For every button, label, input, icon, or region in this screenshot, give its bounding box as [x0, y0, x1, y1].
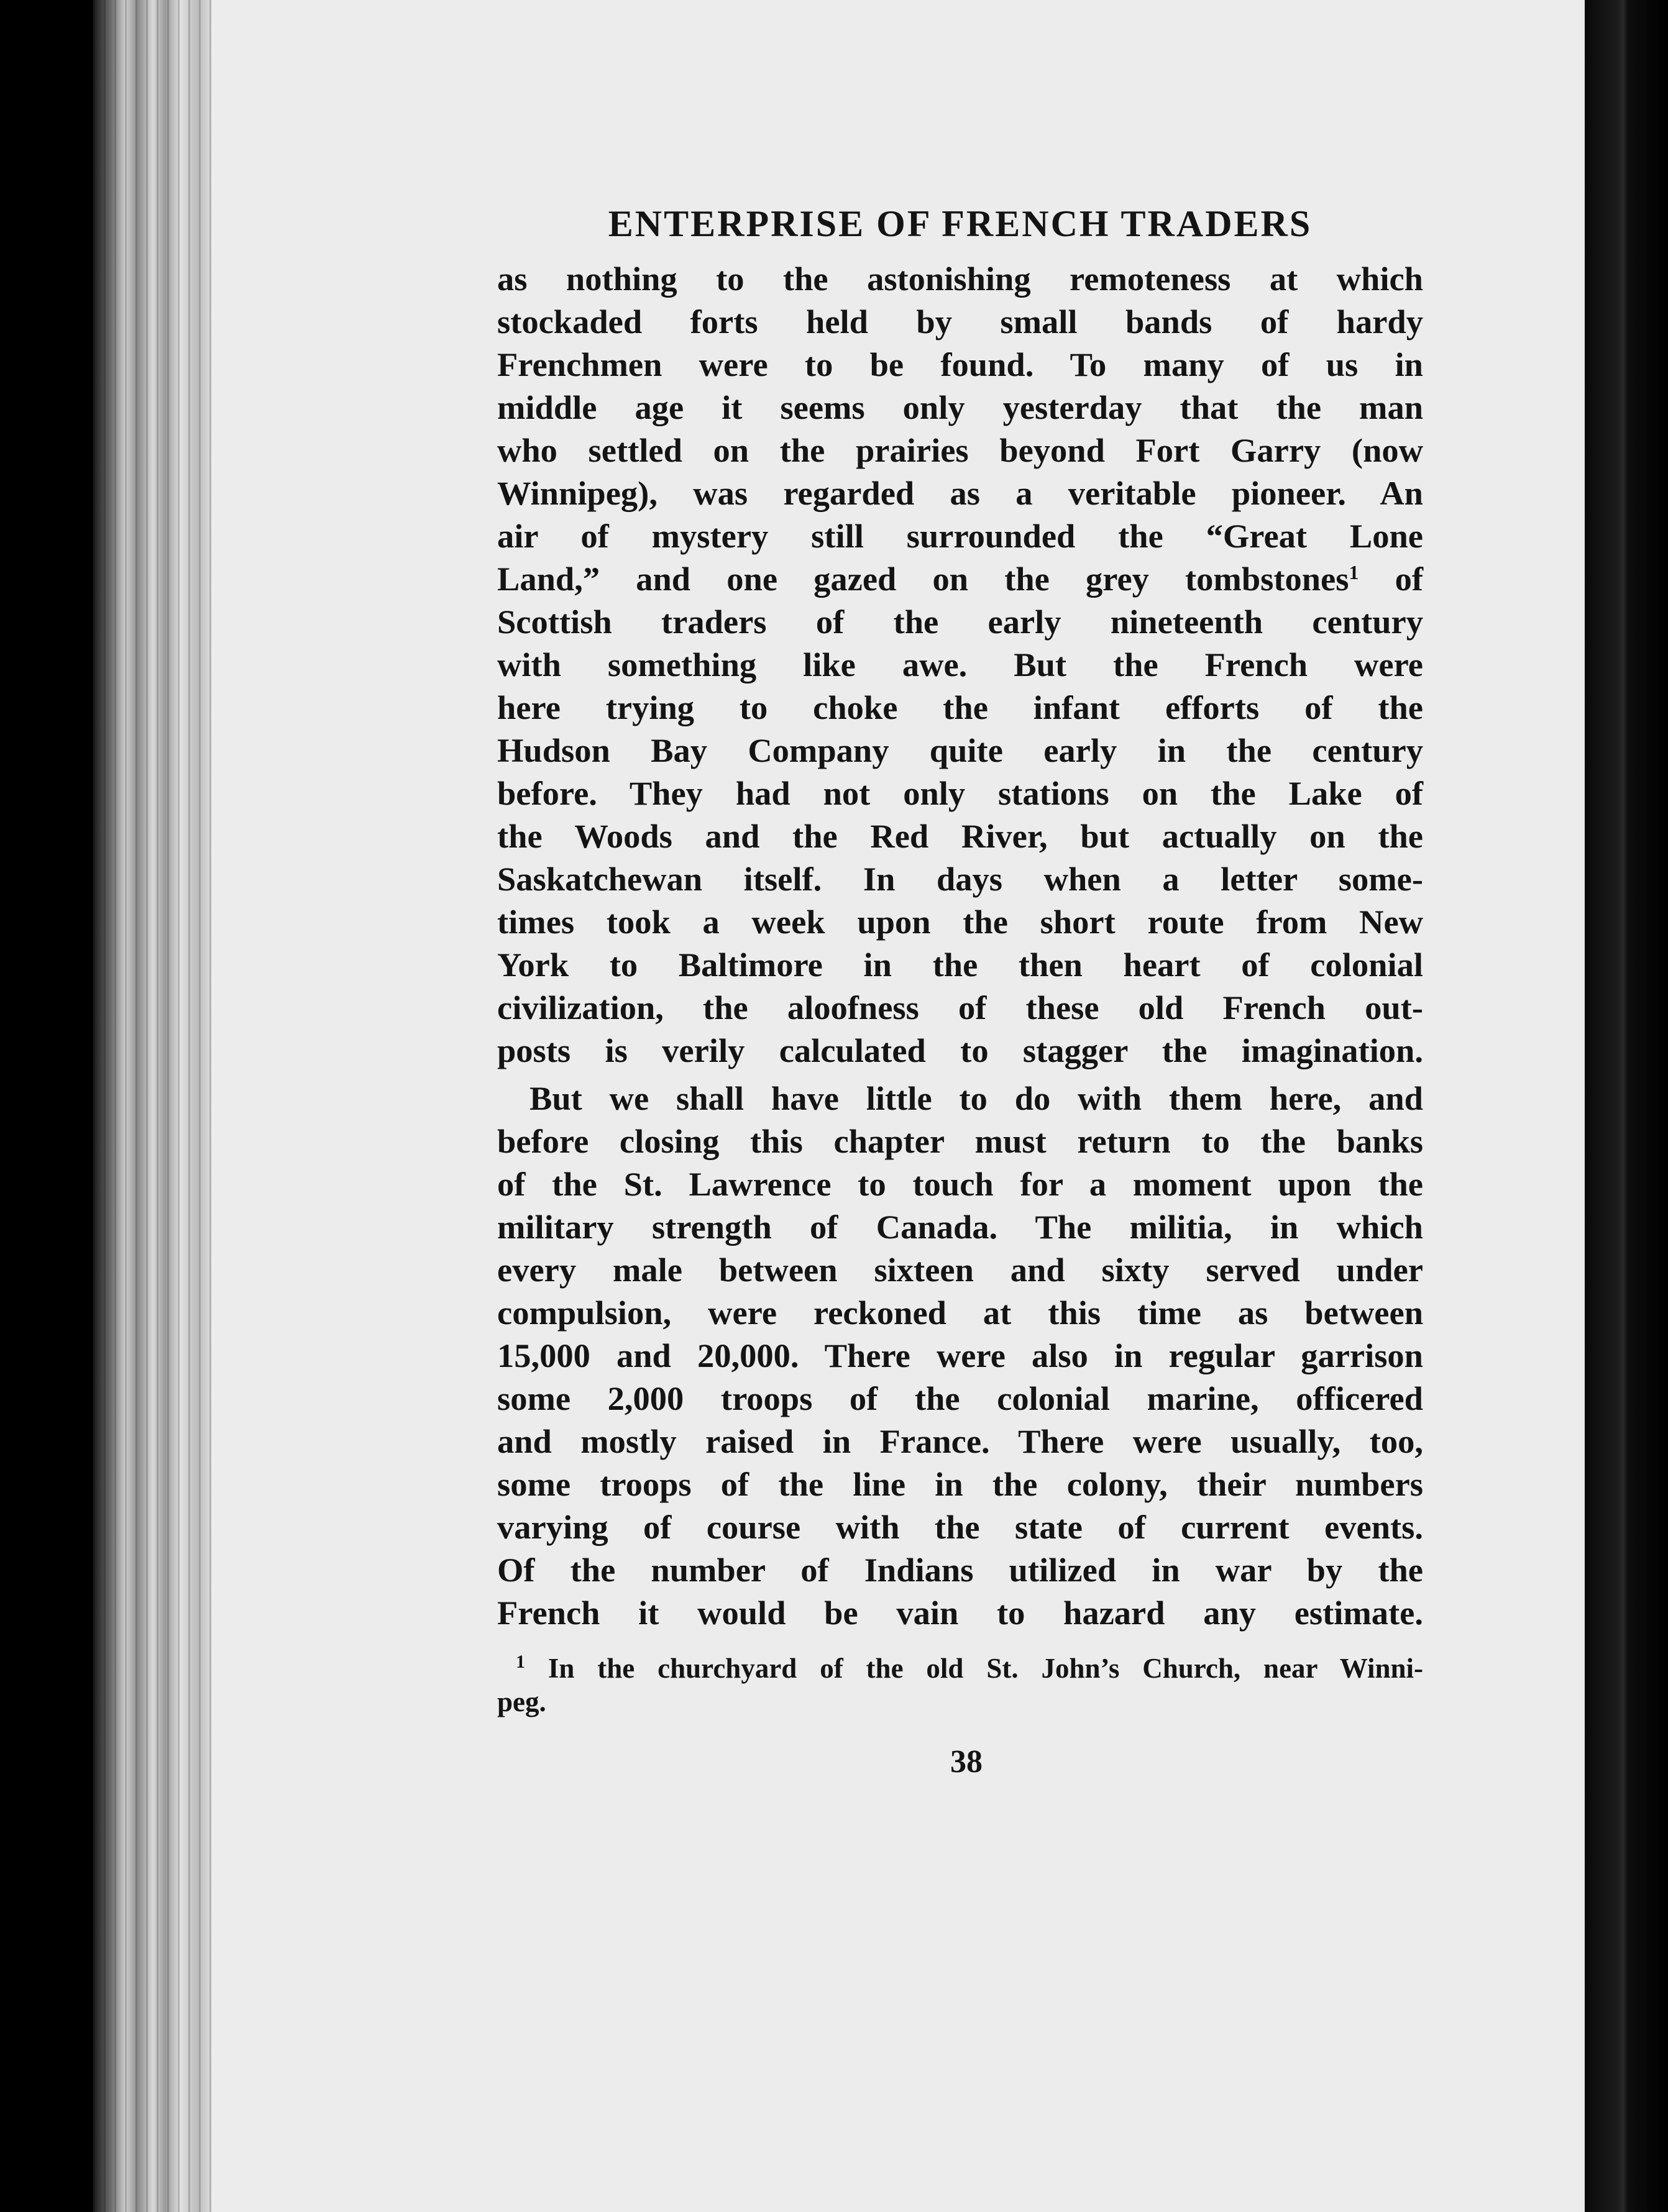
- text-line: every male between sixteen and sixty served under: [497, 1251, 1423, 1289]
- footnote-reference: 1: [1349, 561, 1359, 583]
- footnote-line: peg.: [497, 1686, 546, 1717]
- text-line: Winnipeg), was regarded as a veritable pioneer. An: [497, 474, 1423, 512]
- text-line: air of mystery still surrounded the “Great Lone: [497, 517, 1423, 555]
- footnote-mark: 1: [516, 1652, 525, 1672]
- page-text-block: [497, 199, 1423, 1780]
- page-number: 38: [950, 1744, 983, 1780]
- paragraph-gap: [497, 1072, 1423, 1077]
- paragraph-1: [497, 257, 1423, 1072]
- text-line: with something like awe. But the French were: [497, 646, 1423, 683]
- text-line: compulsion, were reckoned at this time as between: [497, 1294, 1423, 1332]
- text-line-with-footnote-ref: [497, 557, 1423, 600]
- paragraph-2: [497, 1077, 1423, 1634]
- text-line: York to Baltimore in the then heart of colonial: [497, 946, 1423, 984]
- text-line: some 2,000 troops of the colonial marine, officered: [497, 1379, 1423, 1417]
- footnote: [497, 1645, 1423, 1719]
- footnote-line: [497, 1645, 1423, 1685]
- text-line: 15,000 and 20,000. There were also in regular garrison: [497, 1337, 1423, 1374]
- text-line: Hudson Bay Company quite early in the century: [497, 731, 1423, 769]
- text-line: and mostly raised in France. There were usually, too,: [497, 1422, 1423, 1460]
- text-line: here trying to choke the infant efforts of the: [497, 688, 1423, 726]
- text-line: Saskatchewan itself. In days when a letter some-: [497, 860, 1423, 898]
- text-line: Scottish traders of the early nineteenth century: [497, 603, 1423, 641]
- text-line: who settled on the prairies beyond Fort Garry (now: [497, 431, 1423, 469]
- text-line: stockaded forts held by small bands of hardy: [497, 303, 1423, 340]
- text-line: times took a week upon the short route from New: [497, 903, 1423, 941]
- text-line: varying of course with the state of current events.: [497, 1508, 1423, 1546]
- text-line: military strength of Canada. The militia, in which: [497, 1208, 1423, 1246]
- text-segment: of: [1359, 560, 1423, 598]
- text-line: middle age it seems only yesterday that the man: [497, 388, 1423, 426]
- text-line: Frenchmen were to be found. To many of us in: [497, 345, 1423, 383]
- text-line: as nothing to the astonishing remoteness at which: [497, 260, 1423, 298]
- text-line: the Woods and the Red River, but actually on the: [497, 817, 1423, 855]
- footnote-text: In the churchyard of the old St. John’s Church, near Winni-: [548, 1653, 1423, 1684]
- book-binding-edge: [93, 0, 218, 2212]
- facing-page-edge: [1585, 0, 1668, 2212]
- text-line: before closing this chapter must return to the banks: [497, 1122, 1423, 1160]
- text-line-indented: But we shall have little to do with them here, and: [529, 1079, 1423, 1117]
- running-head: ENTERPRISE OF FRENCH TRADERS: [608, 203, 1313, 244]
- text-line: before. They had not only stations on the Lake of: [497, 774, 1423, 812]
- text-line: some troops of the line in the colony, their numbers: [497, 1465, 1423, 1503]
- text-line: civilization, the aloofness of these old French out-: [497, 989, 1423, 1026]
- text-line: posts is verily calculated to stagger the imagination.: [497, 1031, 1423, 1069]
- text-line: Of the number of Indians utilized in war by the: [497, 1551, 1423, 1589]
- text-line: of the St. Lawrence to touch for a moment upon the: [497, 1165, 1423, 1203]
- text-line: French it would be vain to hazard any estimate.: [497, 1594, 1423, 1632]
- text-segment: Land,” and one gazed on the grey tombstones: [497, 560, 1349, 598]
